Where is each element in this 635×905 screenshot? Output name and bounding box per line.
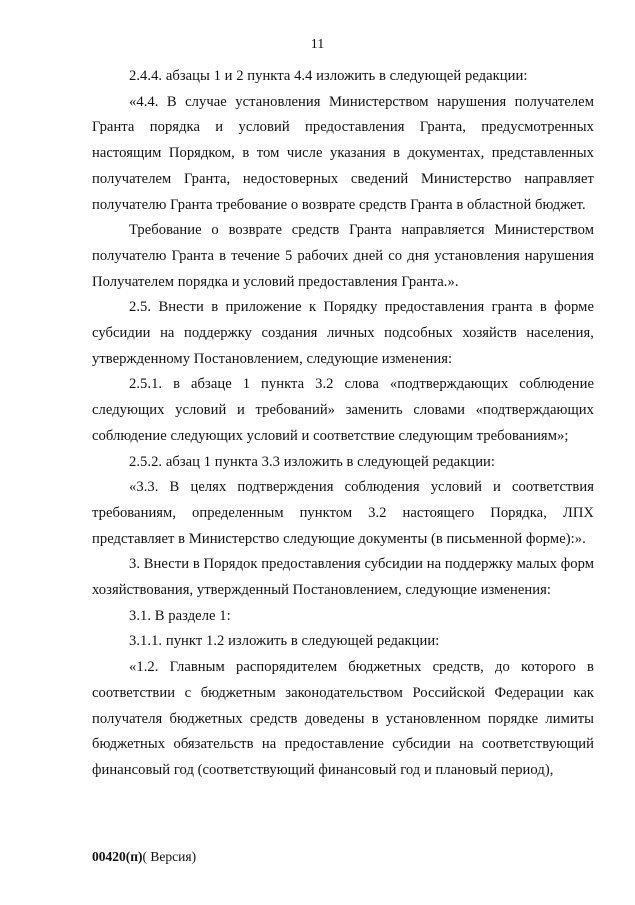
paragraph-3-1-1: 3.1.1. пункт 1.2 изложить в следующей редакции: (129, 633, 440, 650)
paragraph-3-1: 3.1. В разделе 1: (129, 607, 231, 624)
paragraph-2-4-4: 2.4.4. абзацы 1 и 2 пункта 4.4 изложить в следующей редакции: (129, 68, 528, 84)
paragraph-1-2-quote: «1.2. Главным распорядителем бюджетных средств, до которого в соответствии с бюджетным законодательством Российской Федерации как получателя бюджетных средств доведены в установленном порядке лимиты бюджетных обязательств на предоставление субсидии на соответствующий финансовый год (соответствующий финансовый год и плановый период), (92, 659, 594, 778)
paragraph-2-5-1: 2.5.1. в абзаце 1 пункта 3.2 слова «подтверждающих соблюдение следующих условий и требований» заменить словами «подтверждающих соблюдение следующих условий и соответствие следующим требованиям»; (92, 376, 594, 444)
paragraph-3: 3. Внести в Порядок предоставления субсидии на поддержку малых форм хозяйствования, утвержденный Постановлением, следующие изменения: (92, 556, 594, 599)
paragraph-4-4-quote: «4.4. В случае установления Министерством нарушения получателем Гранта порядка и условий предоставления Гранта, предусмотренных настоящим Порядком, в том числе указания в документах, представленных получателем Гранта, недостоверных сведений Министерство направляет получателю Гранта требование о возврате средств Гранта в областной бюджет. (92, 93, 594, 213)
paragraph-requirement-return: Требование о возврате средств Гранта направляется Министерством получателю Гранта в течение 5 рабочих дней со дня установления нарушения Получателем порядка и условий предоставления Гранта.». (92, 222, 594, 290)
page-number: 11 (310, 37, 325, 52)
paragraph-2-5-2: 2.5.2. абзац 1 пункта 3.3 изложить в следующей редакции: (129, 453, 496, 470)
document-footer (92, 849, 196, 865)
paragraph-3-3-quote: «3.3. В целях подтверждения соблюдения условий и соответствия требованиям, определенным пунктом 3.2 настоящего Порядка, ЛПХ представляет в Министерство следующие документы (в письменной форме):». (92, 479, 594, 547)
document-code: 00420(п) (92, 849, 143, 864)
paragraph-2-5: 2.5. Внести в приложение к Порядку предоставления гранта в форме субсидии на поддержку создания личных подсобных хозяйств населения, утвержденному Постановлением, следующие изменения: (92, 299, 594, 367)
document-body (92, 64, 594, 784)
document-version: ( Версия) (142, 849, 197, 864)
